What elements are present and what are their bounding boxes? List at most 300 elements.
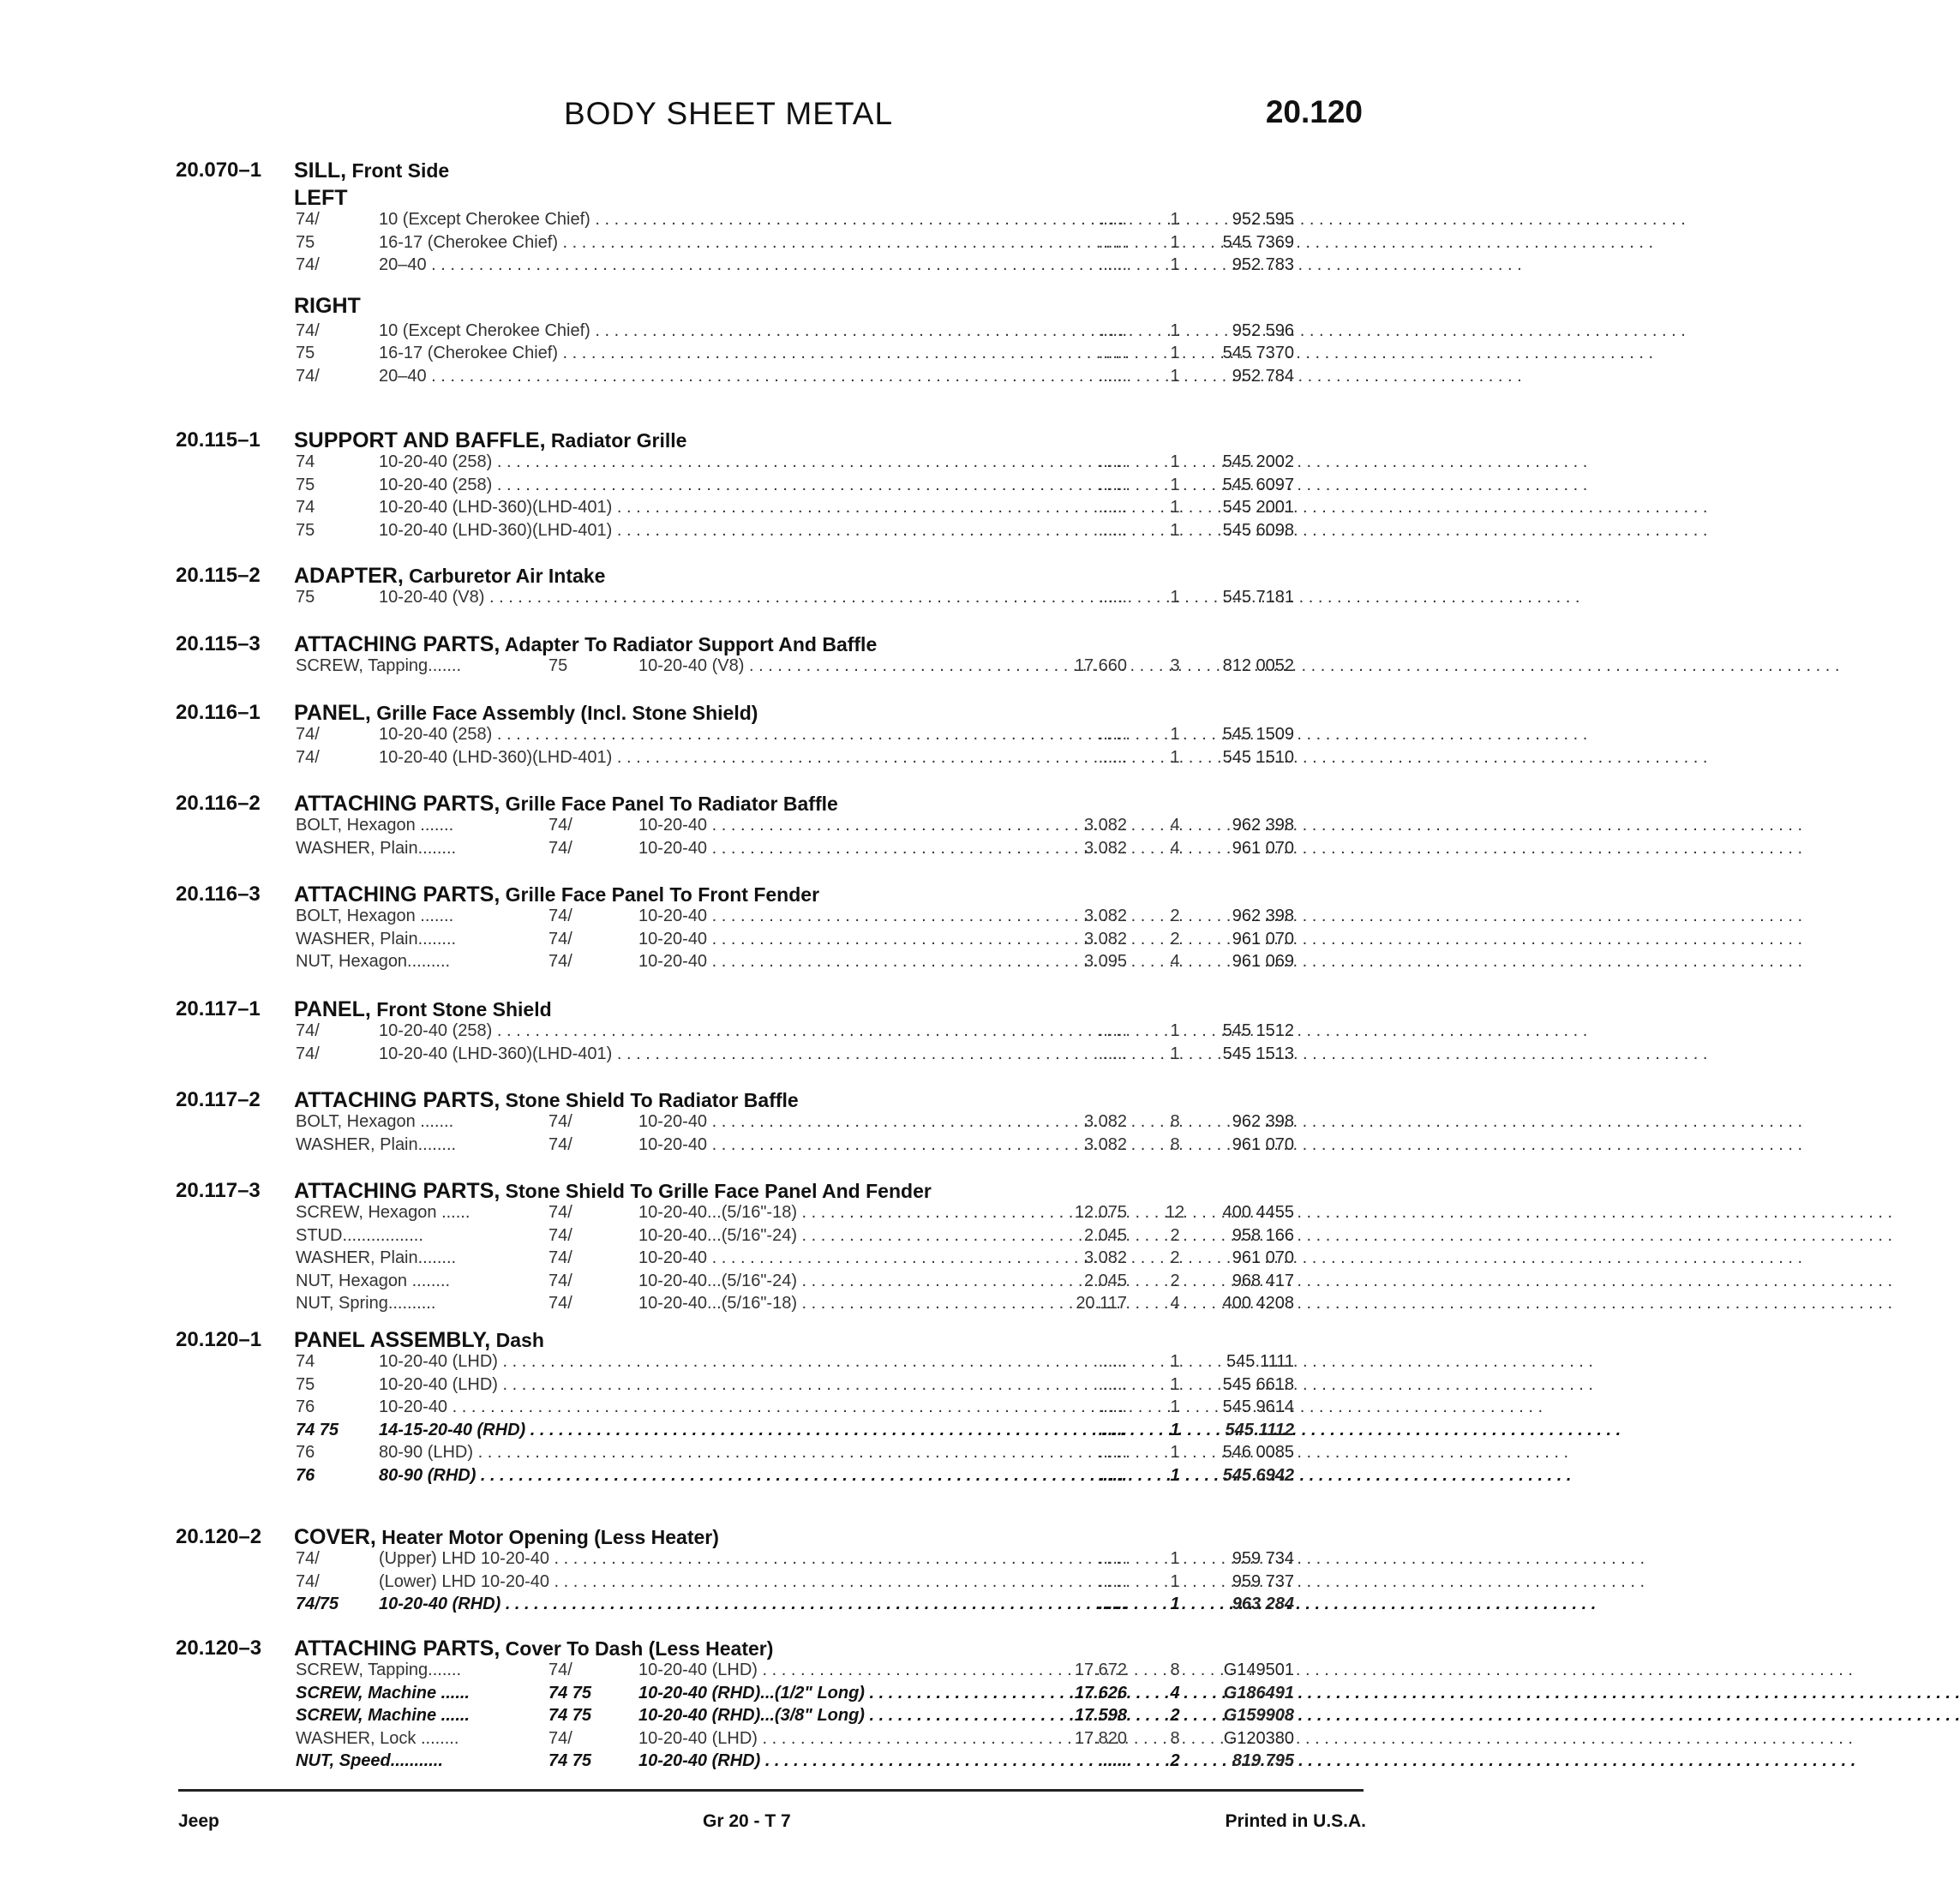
model-year: 74/ [548,1728,572,1748]
parts-row [0,1294,1457,1316]
footer-brand: Jeep [178,1811,219,1831]
section-title-keyword: ATTACHING PARTS, [294,1088,500,1112]
parts-row [0,1044,1457,1067]
part-number: 961 070 [1232,1248,1294,1267]
section-title-detail: Front Stone Shield [370,998,552,1020]
quantity: 1 [1170,255,1180,274]
quantity: 4 [1170,952,1180,971]
part-number: 959 734 [1232,1549,1294,1568]
reference-number: 3.082 [1083,1248,1127,1267]
part-number: 812 0052 [1222,656,1294,675]
part-number: 545 1509 [1222,725,1294,744]
parts-row [0,1443,1457,1465]
parts-row [0,1572,1457,1595]
part-number: 400 4208 [1222,1294,1294,1313]
model-year: 74 [296,498,315,517]
model-application: 10-20-40 . . . [638,907,1024,926]
reference-number: ...... [1098,320,1127,340]
parts-row [0,1706,1457,1728]
reference-number: 12.075 [1074,1203,1127,1222]
model-application: 10 (Except Cherokee Chief) . . . [379,210,1024,230]
part-number: G149501 [1223,1661,1294,1679]
quantity: 2 [1170,1706,1180,1725]
section-title [294,1637,773,1661]
parts-row [0,1684,1457,1706]
part-number: 962 398 [1232,1112,1294,1131]
model-application: 16-17 (Cherokee Chief) . . . [379,233,1024,253]
quantity: 2 [1170,1225,1180,1245]
quantity: 1 [1170,452,1180,471]
parts-row [0,1751,1457,1774]
part-number: 545 1512 [1222,1021,1294,1040]
section-number: 20.070–1 [176,159,262,182]
part-number: 545 2001 [1222,498,1294,517]
part-number: 545 2002 [1222,452,1294,471]
reference-number: ...... [1098,1044,1127,1063]
parts-row [0,1135,1457,1158]
model-application: 10-20-40 (RHD) . . . [379,1595,1024,1614]
part-name: WASHER, Plain........ [296,929,457,948]
parts-row [0,1549,1457,1571]
model-year: 74/ [548,907,572,925]
model-year: 74/ [296,1571,320,1591]
model-year: 75 [296,475,315,494]
section-title-keyword: ATTACHING PARTS, [294,1637,500,1661]
model-application: 10-20-40 . . . [638,1135,1024,1155]
part-number: 545 6942 [1222,1465,1294,1485]
part-name: NUT, Hexagon ........ [296,1271,451,1290]
section-number: 20.120–2 [176,1525,262,1548]
model-application: 10-20-40 (RHD) . . . [638,1751,1024,1771]
model-year: 74/ [548,1294,572,1313]
quantity: 1 [1170,475,1180,494]
section-title-detail: Grille Face Assembly (Incl. Stone Shield) [370,702,758,724]
reference-number: ...... [1098,1420,1127,1439]
model-year: 74 75 [548,1751,592,1770]
quantity: 8 [1170,1661,1180,1679]
part-number: G120380 [1223,1728,1294,1748]
model-year: 75 [296,1374,315,1394]
model-year: 74/ [548,952,572,971]
reference-number: ...... [1098,1352,1127,1371]
section-title-keyword: ADAPTER, [294,564,404,588]
section-title [294,997,552,1022]
model-year: 74 75 [548,1706,592,1725]
section-number: 20.120–3 [176,1637,262,1660]
parts-row [0,1729,1457,1751]
reference-number: ...... [1098,475,1127,494]
section-title-keyword: PANEL, [294,997,371,1021]
quantity: 1 [1170,210,1180,229]
reference-number: ...... [1098,1571,1127,1591]
parts-row [0,1226,1457,1248]
part-number: 545 1513 [1222,1044,1294,1063]
model-application: 10 (Except Cherokee Chief) . . . [379,321,1024,341]
reference-number: ...... [1098,210,1127,229]
parts-row [0,210,1457,232]
reference-number: ...... [1098,232,1127,252]
parts-row [0,588,1457,610]
reference-number: ...... [1098,1595,1127,1613]
section-title [294,701,758,726]
model-year: 74/75 [296,1595,339,1613]
part-number: 545 6618 [1222,1374,1294,1394]
reference-number: 3.095 [1083,952,1127,971]
model-application: 10-20-40 . . . [638,952,1024,972]
section-title-detail: Adapter To Radiator Support And Baffle [500,633,878,655]
parts-row [0,656,1457,679]
model-application: 10-20-40 (258) . . . [379,1021,1024,1041]
parts-row [0,725,1457,747]
model-application: (Lower) LHD 10-20-40 . . . [379,1572,1024,1592]
model-application: 10-20-40 . . . [638,839,1024,859]
part-name: BOLT, Hexagon ....... [296,907,454,925]
model-application: 10-20-40 (LHD-360)(LHD-401) . . . [379,521,1024,541]
section-title-keyword: ATTACHING PARTS, [294,792,500,816]
parts-row [0,748,1457,770]
parts-row [0,1466,1457,1488]
model-year: 74 [296,452,315,471]
parts-row [0,367,1457,389]
part-name: WASHER, Lock ........ [296,1728,459,1748]
quantity: 8 [1170,1112,1180,1131]
part-name: SCREW, Hexagon ...... [296,1203,471,1222]
reference-number: 17.660 [1074,656,1127,675]
reference-number: ...... [1098,725,1127,744]
quantity: 4 [1170,838,1180,858]
section-title [294,1328,544,1353]
section-title [294,159,449,183]
model-application: 10-20-40 (LHD) . . . [638,1661,1024,1680]
section-number: 20.115–3 [176,632,261,655]
parts-row [0,839,1457,861]
page-title: BODY SHEET METAL [563,96,894,131]
section-title-keyword: SUPPORT AND BAFFLE, [294,428,546,452]
part-number: 968 417 [1232,1271,1294,1290]
quantity: 1 [1170,344,1180,362]
part-name: NUT, Speed........... [296,1751,443,1770]
quantity: 1 [1170,1571,1180,1591]
quantity: 1 [1170,320,1180,340]
part-number: G159908 [1223,1706,1294,1725]
parts-row [0,1272,1457,1294]
quantity: 2 [1170,907,1180,925]
part-name: SCREW, Tapping....... [296,1661,462,1679]
model-application: 80-90 (LHD) . . . [379,1443,1024,1463]
quantity: 1 [1170,1595,1180,1613]
reference-number: ...... [1098,1021,1127,1040]
quantity: 1 [1170,1549,1180,1568]
parts-row [0,233,1457,255]
reference-number: ...... [1098,452,1127,471]
model-application: 10-20-40 (LHD) . . . [638,1729,1024,1749]
model-year: 74/ [548,1248,572,1267]
parts-row [0,1021,1457,1044]
model-application: 10-20-40 (V8) . . . [379,588,1024,607]
quantity: 4 [1170,1683,1180,1702]
part-number: 963 284 [1232,1595,1294,1613]
footer-printed: Printed in U.S.A. [1225,1811,1366,1831]
model-application: 10-20-40 . . . [638,816,1024,835]
part-number: 952 596 [1232,320,1294,340]
part-number: 961 070 [1232,1134,1294,1154]
section-title-keyword: PANEL ASSEMBLY, [294,1328,491,1352]
part-number: 961 070 [1232,838,1294,858]
part-number: 545 6097 [1222,475,1294,494]
parts-row [0,1248,1457,1271]
part-number: 962 398 [1232,907,1294,925]
model-year: 74/ [548,1112,572,1131]
reference-number: 3.082 [1083,1112,1127,1131]
part-name: SCREW, Tapping....... [296,656,462,675]
section-title-detail: Grille Face Panel To Radiator Baffle [500,793,838,815]
part-number: 546 0085 [1222,1443,1294,1462]
model-year: 76 [296,1397,315,1416]
quantity: 8 [1170,1728,1180,1748]
part-number: 545 1112 [1225,1420,1294,1439]
reference-number: ...... [1098,344,1127,362]
model-application: 14-15-20-40 (RHD) . . . [379,1421,1024,1440]
quantity: 1 [1170,588,1180,607]
reference-number: ...... [1098,1465,1127,1485]
section-title [294,883,819,907]
quantity: 2 [1170,929,1180,948]
section-number: 20.116–1 [176,701,261,724]
part-number: 962 398 [1232,816,1294,835]
reference-number: 3.082 [1083,838,1127,858]
section-title [294,1088,799,1113]
reference-number: 3.082 [1083,907,1127,925]
section-title [294,1179,932,1204]
model-year: 74/ [548,1271,572,1290]
parts-row [0,952,1457,974]
reference-number: ...... [1098,366,1127,386]
model-year: 74/ [548,1661,572,1679]
section-title-detail: Radiator Grille [545,429,687,452]
part-number: 545 6098 [1222,520,1294,540]
reference-number: 3.082 [1083,816,1127,835]
part-number: 819 795 [1232,1751,1294,1770]
model-year: 74/ [296,210,320,229]
reference-number: 17.598 [1074,1706,1127,1725]
part-name: WASHER, Plain........ [296,1248,457,1267]
parts-row [0,321,1457,344]
part-number: 545 7181 [1222,588,1294,607]
part-number: 545 1111 [1226,1352,1294,1371]
model-application: 20–40 . . . [379,255,1024,275]
model-year: 74/ [548,1203,572,1222]
model-year: 75 [296,344,315,362]
model-application: 80-90 (RHD) . . . [379,1466,1024,1486]
reference-number: 17.626 [1074,1683,1127,1702]
part-name: NUT, Spring.......... [296,1294,436,1313]
part-name: BOLT, Hexagon ....... [296,816,454,835]
model-application: 10-20-40 (258) . . . [379,725,1024,745]
model-application: 10-20-40 (LHD-360)(LHD-401) . . . [379,1044,1024,1064]
model-year: 74/ [548,1134,572,1154]
quantity: 1 [1170,520,1180,540]
model-application: 10-20-40 (LHD) . . . [379,1352,1024,1372]
section-title-keyword: ATTACHING PARTS, [294,632,500,656]
quantity: 1 [1170,747,1180,767]
reference-number: 2.045 [1083,1271,1127,1290]
quantity: 1 [1170,1352,1180,1371]
section-title-keyword: ATTACHING PARTS, [294,883,500,907]
part-name: SCREW, Machine ...... [296,1683,470,1702]
page-number: 20.120 [1265,94,1363,129]
section-number: 20.117–2 [176,1088,261,1111]
model-application: 10-20-40 (LHD-360)(LHD-401) . . . [379,748,1024,768]
reference-number: ...... [1098,1549,1127,1568]
model-year: 76 [296,1465,315,1485]
section-number: 20.116–2 [176,792,261,815]
reference-number: ...... [1098,1443,1127,1462]
reference-number: ...... [1098,498,1127,517]
reference-number: 20.117 [1076,1294,1127,1313]
model-year: 75 [296,232,315,252]
model-year: 74/ [548,816,572,835]
section-title [294,632,877,657]
part-name: WASHER, Plain........ [296,1134,457,1154]
quantity: 1 [1170,232,1180,252]
model-application: 16-17 (Cherokee Chief) . . . [379,344,1024,363]
quantity: 4 [1170,816,1180,835]
reference-number: 2.045 [1083,1225,1127,1245]
reference-number: ...... [1098,747,1127,767]
part-name: BOLT, Hexagon ....... [296,1112,454,1131]
section-title [294,564,605,589]
quantity: 1 [1170,1044,1180,1063]
model-application: (Upper) LHD 10-20-40 . . . [379,1549,1024,1569]
part-number: 545 9614 [1222,1397,1294,1416]
model-application: 10-20-40 (LHD-360)(LHD-401) . . . [379,498,1024,518]
section-number: 20.115–1 [176,428,261,452]
section-title-detail: Front Side [346,159,450,182]
part-name: STUD................. [296,1225,423,1245]
model-application: 10-20-40 . . . [638,1112,1024,1132]
model-year: 74/ [296,320,320,340]
parts-row [0,930,1457,952]
section-title-detail: Stone Shield To Grille Face Panel And Fender [500,1180,932,1202]
parts-row [0,476,1457,498]
quantity: 1 [1170,1420,1180,1439]
quantity: 8 [1170,1134,1180,1154]
section-number: 20.116–3 [176,883,261,906]
reference-number: 3.082 [1083,929,1127,948]
model-year: 75 [296,520,315,540]
section-number: 20.117–3 [176,1179,261,1202]
quantity: 1 [1170,366,1180,386]
model-application: 20–40 . . . [379,367,1024,386]
part-number: 952 595 [1232,210,1294,229]
section-title-keyword: PANEL, [294,701,371,725]
model-year: 75 [296,588,315,607]
quantity: 1 [1170,1465,1180,1485]
model-year: 74 75 [296,1420,339,1439]
section-title-keyword: ATTACHING PARTS, [294,1179,500,1203]
model-application: 10-20-40 . . . [379,1397,1024,1417]
part-number: 545 7370 [1222,344,1294,362]
parts-row [0,907,1457,929]
model-year: 74/ [296,1021,320,1040]
model-application: 10-20-40 (RHD)...(1/2" Long) . . . [638,1684,1024,1703]
section-title-detail: Dash [490,1329,544,1351]
subheading-right: RIGHT [294,293,361,318]
parts-row [0,452,1457,475]
model-year: 74/ [296,366,320,386]
part-number: 958 166 [1232,1225,1294,1245]
model-application: 10-20-40 (258) . . . [379,452,1024,472]
part-number: G186491 [1223,1683,1294,1702]
part-name: NUT, Hexagon......... [296,952,451,971]
subheading-left: LEFT [294,186,348,210]
model-year: 75 [548,656,568,675]
part-number: 400 4455 [1222,1203,1294,1222]
quantity: 12 [1165,1203,1185,1222]
model-application: 10-20-40 (RHD)...(3/8" Long) . . . [638,1706,1024,1726]
reference-number: 3.082 [1083,1134,1127,1154]
reference-number: 17.672 [1074,1661,1127,1679]
reference-number: ...... [1098,1397,1127,1416]
section-title [294,1525,719,1550]
model-year: 74/ [548,929,572,948]
quantity: 1 [1170,1374,1180,1394]
section-number: 20.117–1 [176,997,261,1020]
part-number: 545 7369 [1222,232,1294,252]
model-year: 74/ [548,1225,572,1245]
footer-rule [178,1789,1364,1792]
section-title-detail: Grille Face Panel To Front Fender [500,883,820,906]
part-name: SCREW, Machine ...... [296,1706,470,1725]
part-number: 959 737 [1232,1571,1294,1591]
quantity: 1 [1170,725,1180,744]
parts-row [0,1352,1457,1374]
part-number: 961 069 [1232,952,1294,971]
parts-row [0,344,1457,366]
reference-number: ...... [1098,1751,1127,1770]
reference-number: ...... [1098,1374,1127,1394]
model-application: 10-20-40...(5/16"-24) . . . [638,1226,1024,1246]
parts-row [0,1661,1457,1683]
quantity: 3 [1170,656,1180,675]
parts-row [0,1203,1457,1225]
model-year: 74 [296,1352,315,1371]
parts-row [0,816,1457,838]
section-title-keyword: SILL, [294,159,347,183]
model-application: 10-20-40 (LHD) . . . [379,1375,1024,1395]
parts-row [0,498,1457,520]
part-number: 952 784 [1232,366,1294,386]
section-number: 20.115–2 [176,564,261,587]
quantity: 1 [1170,498,1180,517]
reference-number: ...... [1098,588,1127,607]
model-application: 10-20-40 (258) . . . [379,476,1024,495]
model-year: 74/ [296,725,320,744]
model-application: 10-20-40...(5/16"-18) . . . [638,1203,1024,1223]
model-year: 74/ [548,838,572,858]
reference-number: 17.820 [1074,1728,1127,1748]
parts-row [0,1112,1457,1134]
model-application: 10-20-40...(5/16"-18) . . . [638,1294,1024,1314]
model-application: 10-20-40...(5/16"-24) . . . [638,1272,1024,1291]
reference-number: ...... [1098,255,1127,274]
quantity: 2 [1170,1751,1180,1770]
quantity: 2 [1170,1271,1180,1290]
parts-row [0,521,1457,543]
quantity: 4 [1170,1294,1180,1313]
part-name: WASHER, Plain........ [296,838,457,858]
parts-row [0,1595,1457,1617]
